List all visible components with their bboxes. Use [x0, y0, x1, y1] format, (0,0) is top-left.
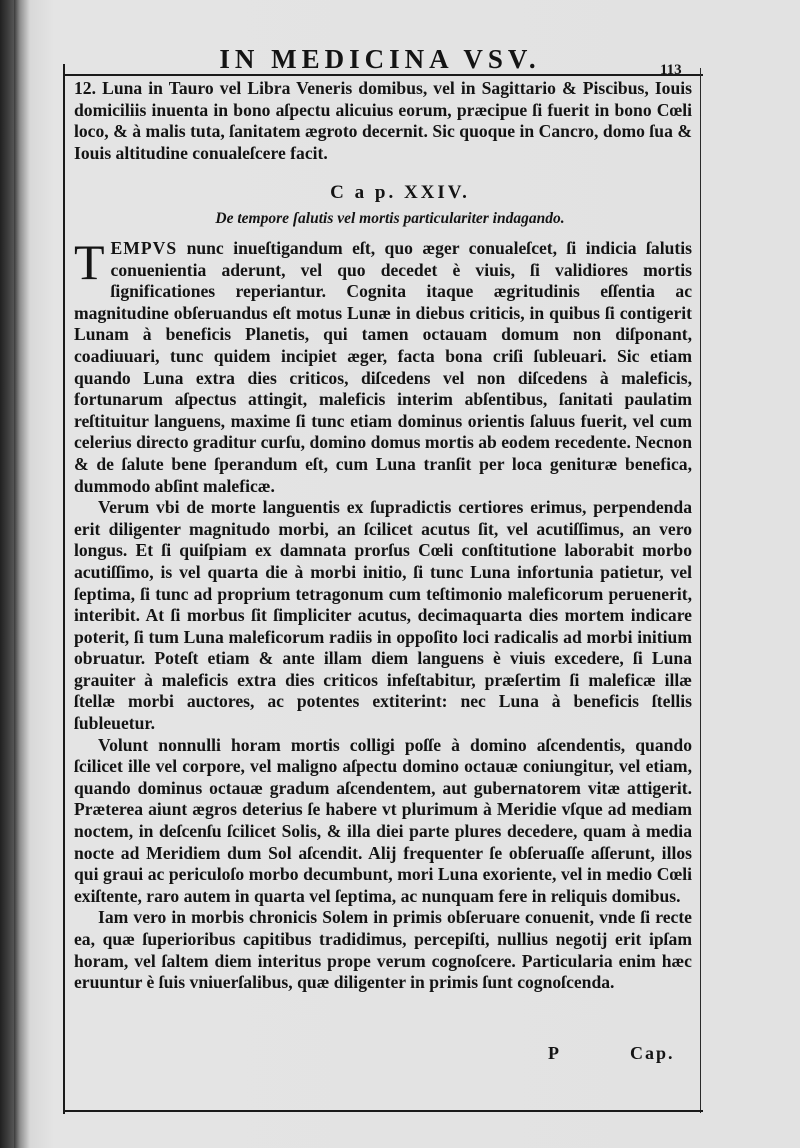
drop-cap: T	[74, 234, 105, 290]
paragraph-1-text: nunc inueſtigandum eſt, quo æger conualeſcet, ſi indicia ſalutis conuenientia aderunt, vel quo decedet è viuis, ſi validiores mortis ſignificationes reperiantur. Cognita itaque ægritudinis eſſentia ac magnitudine obſeruandus eſt motus Lunæ in diebus criticis, in quibus ſi contigerit Lunam à beneficis Planetis, qui tamen octauam domum non diſponant, coadiuuari, tunc quidem incipiet æger, facta bona criſi ſubleuari. Sic etiam quando Luna extra dies criticos, diſcedens vel non diſcedens à maleficis, fortunarum aſpectus attingit, maleficis interim abſentibus, ſanitati paulatim reſtituitur languens, maxime ſi tunc etiam dominus orientis ſaluus fuerit, vel cum celerius directo graditur curſu, domino domus mortis ab eodem recedente. Necnon & de ſalute bene ſperandum eſt, cum Luna tranſit per loca genituræ benefica, dummodo abſint maleficæ.	[74, 238, 692, 496]
signature-mark: P	[548, 1043, 559, 1063]
opening-paragraph	[74, 78, 692, 164]
paragraph-3: Volunt nonnulli horam mortis colligi poſſe à domino aſcendentis, quando ſcilicet ille vel corpore, vel maligno aſpectu domino octauæ coniungitur, vel etiam, quando dominus octauæ gradum aſcendentem, aut gubernatorem vitæ attigerit. Præterea aiunt ægros deterius ſe habere vt plurimum à Meridie vſque ad mediam noctem, in deſcenſu ſcilicet Solis, & illa diei parte plures decedere, quam à media nocte ad Meridiem dum Sol aſcendit. Alij frequenter ſe obſeruaſſe aſſerunt, illos qui graui ac periculoſo morbo decumbunt, mori Luna exoriente, vel in medio Cœli exiſtente, raro autem in quarta vel ſeptima, ac nunquam fere in reliquis domibus.	[74, 734, 692, 906]
chapter-subtitle: De tempore ſalutis vel mortis particulariter indagando.	[215, 210, 565, 227]
running-head: IN MEDICINA VSV.	[219, 44, 541, 74]
left-frame-rule	[63, 64, 65, 1114]
opening-text: Luna in Tauro vel Libra Veneris domibus, vel in Sagittario & Piscibus, Iouis domiciliis inuenta in bono aſpectu alicuius eorum, præcipue ſi fuerit in bono Cœli loco, & à malis tuta, ſanitatem ægroto decernit. Sic quoque in Cancro, domo ſua & Iouis altitudine conualeſcere facit.	[74, 78, 692, 163]
bottom-frame-rule	[63, 1110, 703, 1112]
chapter-body	[74, 234, 692, 994]
paragraph-1	[74, 234, 692, 497]
item-number: 12.	[74, 78, 96, 98]
book-gutter	[0, 0, 14, 1148]
paragraph-2: Verum vbi de morte languentis ex ſupradictis certiores erimus, perpendenda erit diligenter magnitudo morbi, an ſcilicet acutus ſit, vel acutiſſimus, an vero longus. Et ſi quiſpiam ex damnata prorſus Cœli conſtitutione laborabit morbo acutiſſimo, is vel quarta die à morbi initio, ſi tunc Luna infortunia patietur, vel ſeptima, ſi tunc ad proprium tetragonum cum teſtimonio maleficorum peruenerit, interibit. At ſi morbus ſit ſimpliciter acutus, decimaquarta dies mortem indicare poterit, ſi tum Luna maleficorum radiis in oppoſito loci radicalis ad morbi initium obruatur. Poteſt etiam & ante illam diem languens è viuis excedere, ſi Luna grauiter à maleficis extra dies criticos infeſtabitur, præſertim ſi maleficæ illæ ſtellæ morbi auctores, ac potentes extiterint: nec Luna à beneficis ſtellis ſubleuetur.	[74, 497, 692, 734]
right-frame-rule	[700, 68, 701, 1113]
lead-word: EMPVS	[110, 238, 178, 258]
chapter-title: C a p. XXIV.	[330, 182, 470, 203]
page-number: 113	[660, 62, 682, 78]
paragraph-4: Iam vero in morbis chronicis Solem in primis obſeruare conuenit, vnde ſi recte ea, quæ ſuperioribus capitibus tradidimus, percepiſti, nullius negotij erit ipſam horam, vel ſaltem diem interitus prope verum cognoſcere. Particularia enim hæc eruuntur è ſuis vniuerſalibus, quæ diligenter in primis ſunt cognoſcenda.	[74, 907, 692, 993]
catchword: Cap.	[630, 1043, 675, 1063]
